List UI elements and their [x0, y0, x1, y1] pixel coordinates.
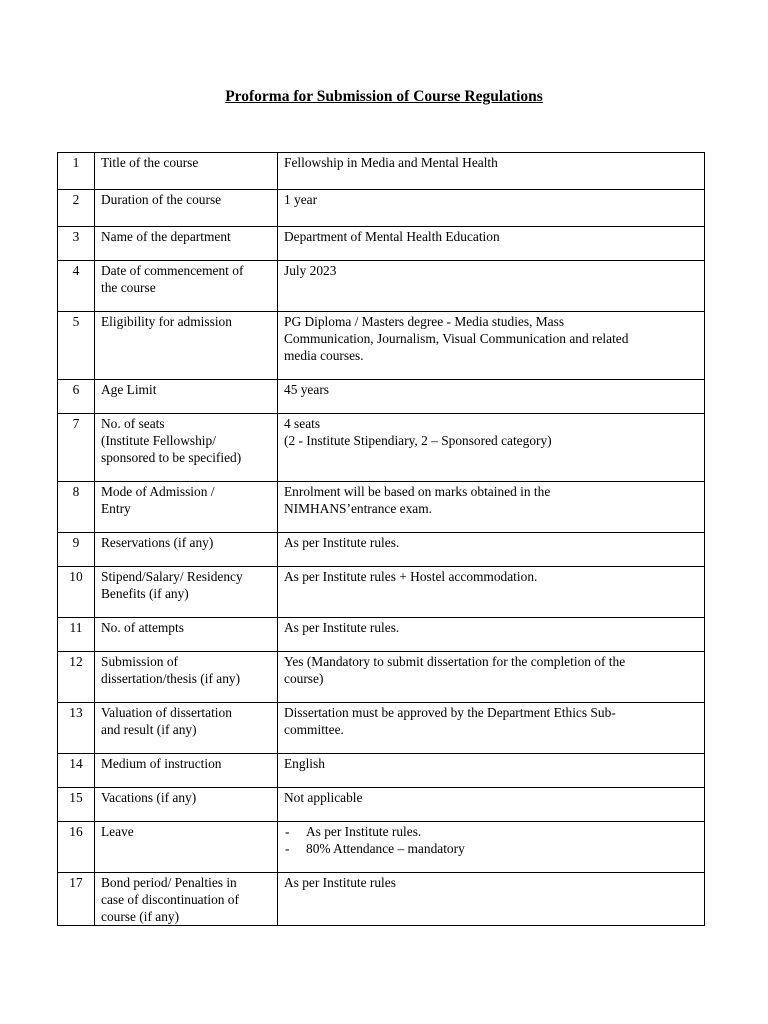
row-number: 6: [58, 380, 95, 414]
field-value: [278, 822, 705, 873]
list-item-text: 80% Attendance – mandatory: [306, 841, 465, 856]
field-value: As per Institute rules + Hostel accommodation.: [278, 567, 705, 618]
field-value: Not applicable: [278, 788, 705, 822]
table-row: [58, 312, 705, 380]
table-row: [58, 533, 705, 567]
table-row: [58, 567, 705, 618]
field-label: Vacations (if any): [95, 788, 278, 822]
field-value: 1 year: [278, 190, 705, 227]
page-title: Proforma for Submission of Course Regulations: [225, 88, 543, 105]
row-number: 3: [58, 227, 95, 261]
field-label: Medium of instruction: [95, 754, 278, 788]
dash-bullet-icon: -: [285, 841, 290, 856]
field-label: Eligibility for admission: [95, 312, 278, 380]
field-label-line: No. of seats: [101, 416, 165, 431]
table-row: [58, 380, 705, 414]
field-label-line: the course: [101, 280, 156, 295]
field-value: 45 years: [278, 380, 705, 414]
row-number: 16: [58, 822, 95, 873]
field-label: [95, 261, 278, 312]
bullet-list: [284, 823, 698, 857]
field-label-line: dissertation/thesis (if any): [101, 671, 241, 686]
field-value: [278, 652, 705, 703]
field-label: [95, 873, 278, 926]
row-number: 12: [58, 652, 95, 703]
dash-bullet-icon: -: [285, 824, 290, 839]
field-label-line: (Institute Fellowship/: [101, 433, 216, 448]
field-label-line: and result (if any): [101, 722, 197, 737]
row-number: 11: [58, 618, 95, 652]
list-item: [284, 823, 698, 840]
field-value: Department of Mental Health Education: [278, 227, 705, 261]
row-number: 5: [58, 312, 95, 380]
table-row: [58, 261, 705, 312]
table-row: [58, 822, 705, 873]
field-value: July 2023: [278, 261, 705, 312]
field-value-line: course): [284, 671, 324, 686]
table-row: [58, 703, 705, 754]
row-number: 8: [58, 482, 95, 533]
field-value: As per Institute rules.: [278, 533, 705, 567]
field-label: [95, 482, 278, 533]
table-row: [58, 414, 705, 482]
row-number: 10: [58, 567, 95, 618]
field-value-line: Dissertation must be approved by the Department Ethics Sub-: [284, 705, 616, 720]
row-number: 4: [58, 261, 95, 312]
field-value-line: PG Diploma / Masters degree - Media studies, Mass: [284, 314, 565, 329]
field-label: [95, 703, 278, 754]
field-label: [95, 652, 278, 703]
row-number: 15: [58, 788, 95, 822]
field-value: [278, 482, 705, 533]
table-body: [58, 153, 705, 926]
table-row: [58, 153, 705, 190]
field-value: Fellowship in Media and Mental Health: [278, 153, 705, 190]
field-value: As per Institute rules: [278, 873, 705, 926]
field-value: English: [278, 754, 705, 788]
field-value: As per Institute rules.: [278, 618, 705, 652]
table-row: [58, 190, 705, 227]
row-number: 14: [58, 754, 95, 788]
field-label: Reservations (if any): [95, 533, 278, 567]
field-label: Age Limit: [95, 380, 278, 414]
field-value-line: 4 seats: [284, 416, 321, 431]
table-row: [58, 873, 705, 926]
table-row: [58, 618, 705, 652]
field-label-line: Mode of Admission /: [101, 484, 215, 499]
field-value-line: Yes (Mandatory to submit dissertation for the completion of the: [284, 654, 626, 669]
field-label-line: sponsored to be specified): [101, 450, 242, 465]
field-value: [278, 312, 705, 380]
field-label-line: Submission of: [101, 654, 179, 669]
table-row: [58, 652, 705, 703]
field-value: [278, 703, 705, 754]
list-item-text: As per Institute rules.: [306, 824, 422, 839]
field-value-line: Enrolment will be based on marks obtained in the: [284, 484, 551, 499]
field-value-line: media courses.: [284, 348, 364, 363]
field-label: [95, 414, 278, 482]
table-row: [58, 227, 705, 261]
field-label-line: Bond period/ Penalties in: [101, 875, 237, 890]
field-label-line: Entry: [101, 501, 131, 516]
field-label-line: case of discontinuation of: [101, 892, 239, 907]
field-value-line: NIMHANS’entrance exam.: [284, 501, 432, 516]
row-number: 9: [58, 533, 95, 567]
field-value-line: (2 - Institute Stipendiary, 2 – Sponsored category): [284, 433, 552, 448]
field-label: Duration of the course: [95, 190, 278, 227]
table-row: [58, 754, 705, 788]
field-label-line: Benefits (if any): [101, 586, 189, 601]
table-row: [58, 482, 705, 533]
row-number: 7: [58, 414, 95, 482]
field-value: [278, 414, 705, 482]
field-label: Name of the department: [95, 227, 278, 261]
field-label-line: Stipend/Salary/ Residency: [101, 569, 243, 584]
field-value-line: Communication, Journalism, Visual Communication and related: [284, 331, 629, 346]
field-label: [95, 567, 278, 618]
field-label: No. of attempts: [95, 618, 278, 652]
table-row: [58, 788, 705, 822]
course-regulations-table: [57, 152, 705, 926]
field-label: Leave: [95, 822, 278, 873]
field-label-line: Valuation of dissertation: [101, 705, 232, 720]
row-number: 17: [58, 873, 95, 926]
field-label-line: Date of commencement of: [101, 263, 244, 278]
row-number: 13: [58, 703, 95, 754]
row-number: 2: [58, 190, 95, 227]
field-label: Title of the course: [95, 153, 278, 190]
field-label-line: course (if any): [101, 909, 180, 924]
list-item: [284, 840, 698, 857]
row-number: 1: [58, 153, 95, 190]
field-value-line: committee.: [284, 722, 344, 737]
